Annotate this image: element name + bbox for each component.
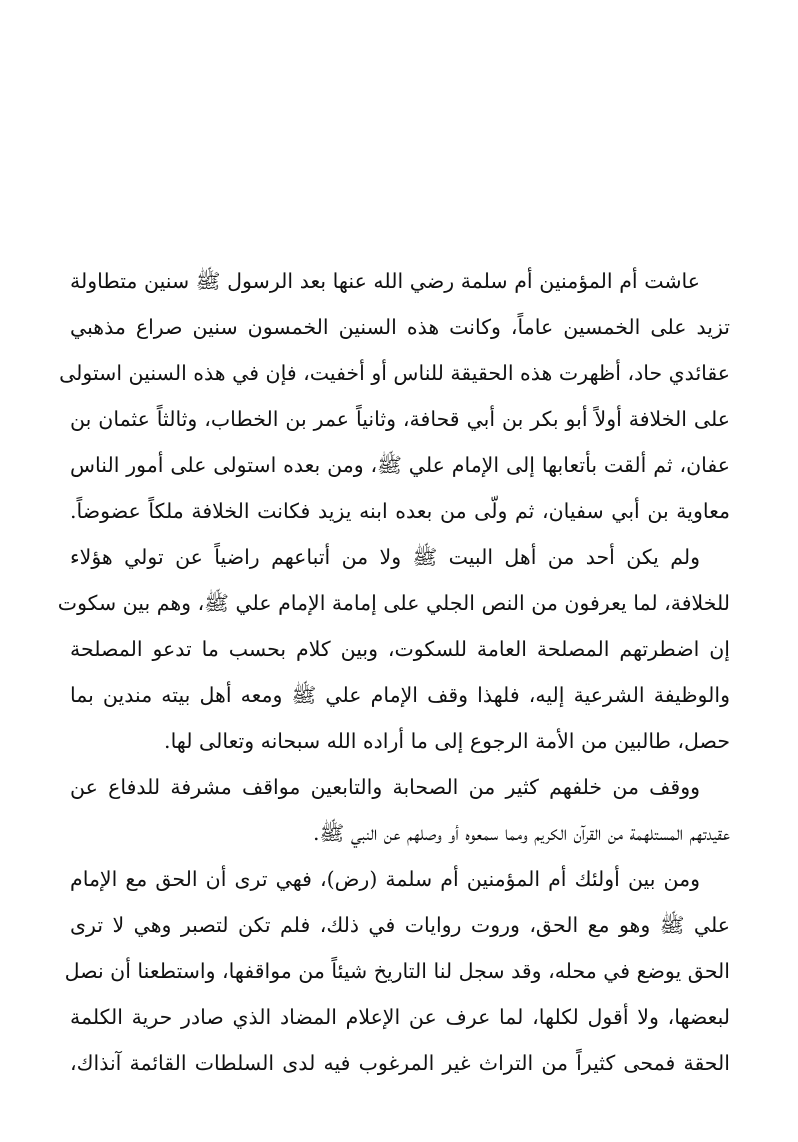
text-line: ولم يكن أحد من أهل البيت ﷺ ولا من أتباعهم راضياً عن تولي هؤلاء: [70, 545, 700, 569]
text-line: علي ﷺ وهو مع الحق، وروت روايات في ذلك، فلم تكن لتصبر وهي لا ترى: [70, 913, 730, 937]
text-line: ومن بين أولئك أم المؤمنين أم سلمة (رض)، فهي ترى أن الحق مع الإمام: [70, 867, 700, 891]
text-line: على الخلافة أولاً أبو بكر بن أبي قحافة، وثانياً عمر بن الخطاب، وثالثاً عثمان بن: [70, 407, 730, 431]
text-line: للخلافة، لما يعرفون من النص الجلي على إمامة الإمام علي ﷺ، وهم بين سكوت: [57, 591, 730, 615]
text-line: حصل، طالبين من الأمة الرجوع إلى ما أراده الله سبحانه وتعالى لها.: [164, 729, 730, 753]
text-line: الحقة فمحى كثيراً من التراث غير المرغوب فيه لدى السلطات القائمة آنذاك،: [70, 1051, 730, 1075]
text-line: معاوية بن أبي سفيان، ثم ولّى من بعده ابنه يزيد فكانت الخلافة ملكاً عضوضاً.: [70, 499, 730, 523]
text-line: ووقف من خلفهم كثير من الصحابة والتابعين مواقف مشرفة للدفاع عن: [70, 775, 700, 799]
text-line: الحق يوضع في محله، وقد سجل لنا التاريخ شيئاً من مواقفها، واستطعنا أن نصل: [64, 959, 730, 983]
text-line: عاشت أم المؤمنين أم سلمة رضي الله عنها بعد الرسول ﷺ سنين متطاولة: [70, 269, 700, 293]
text-line: عفان، ثم ألقت بأتعابها إلى الإمام علي ﷺ، ومن بعده استولى على أمور الناس: [70, 453, 730, 477]
body-text: [57, 258, 730, 1086]
text-line: والوظيفة الشرعية إليه، فلهذا وقف الإمام علي ﷺ ومعه أهل بيته مندين بما: [70, 683, 730, 707]
text-line: لبعضها، ولا أقول لكلها، لما عرف عن الإعلام المضاد الذي صادر حرية الكلمة: [70, 1005, 730, 1029]
text-line: عقائدي حاد، أظهرت هذه الحقيقة للناس أو أخفيت، فإن في هذه السنين استولى: [59, 361, 730, 385]
text-line: إن اضطرتهم المصلحة العامة للسكوت، وبين كلام بحسب ما تدعو المصلحة: [70, 637, 730, 661]
text-line: عقيدتهم المستلهمة من القرآن الكريم ومما سمعوه أو وصلهم عن النبي ﷺ.: [313, 821, 730, 845]
text-line: تزيد على الخمسين عاماً، وكانت هذه السنين الخمسون سنين صراع مذهبي: [70, 315, 730, 339]
